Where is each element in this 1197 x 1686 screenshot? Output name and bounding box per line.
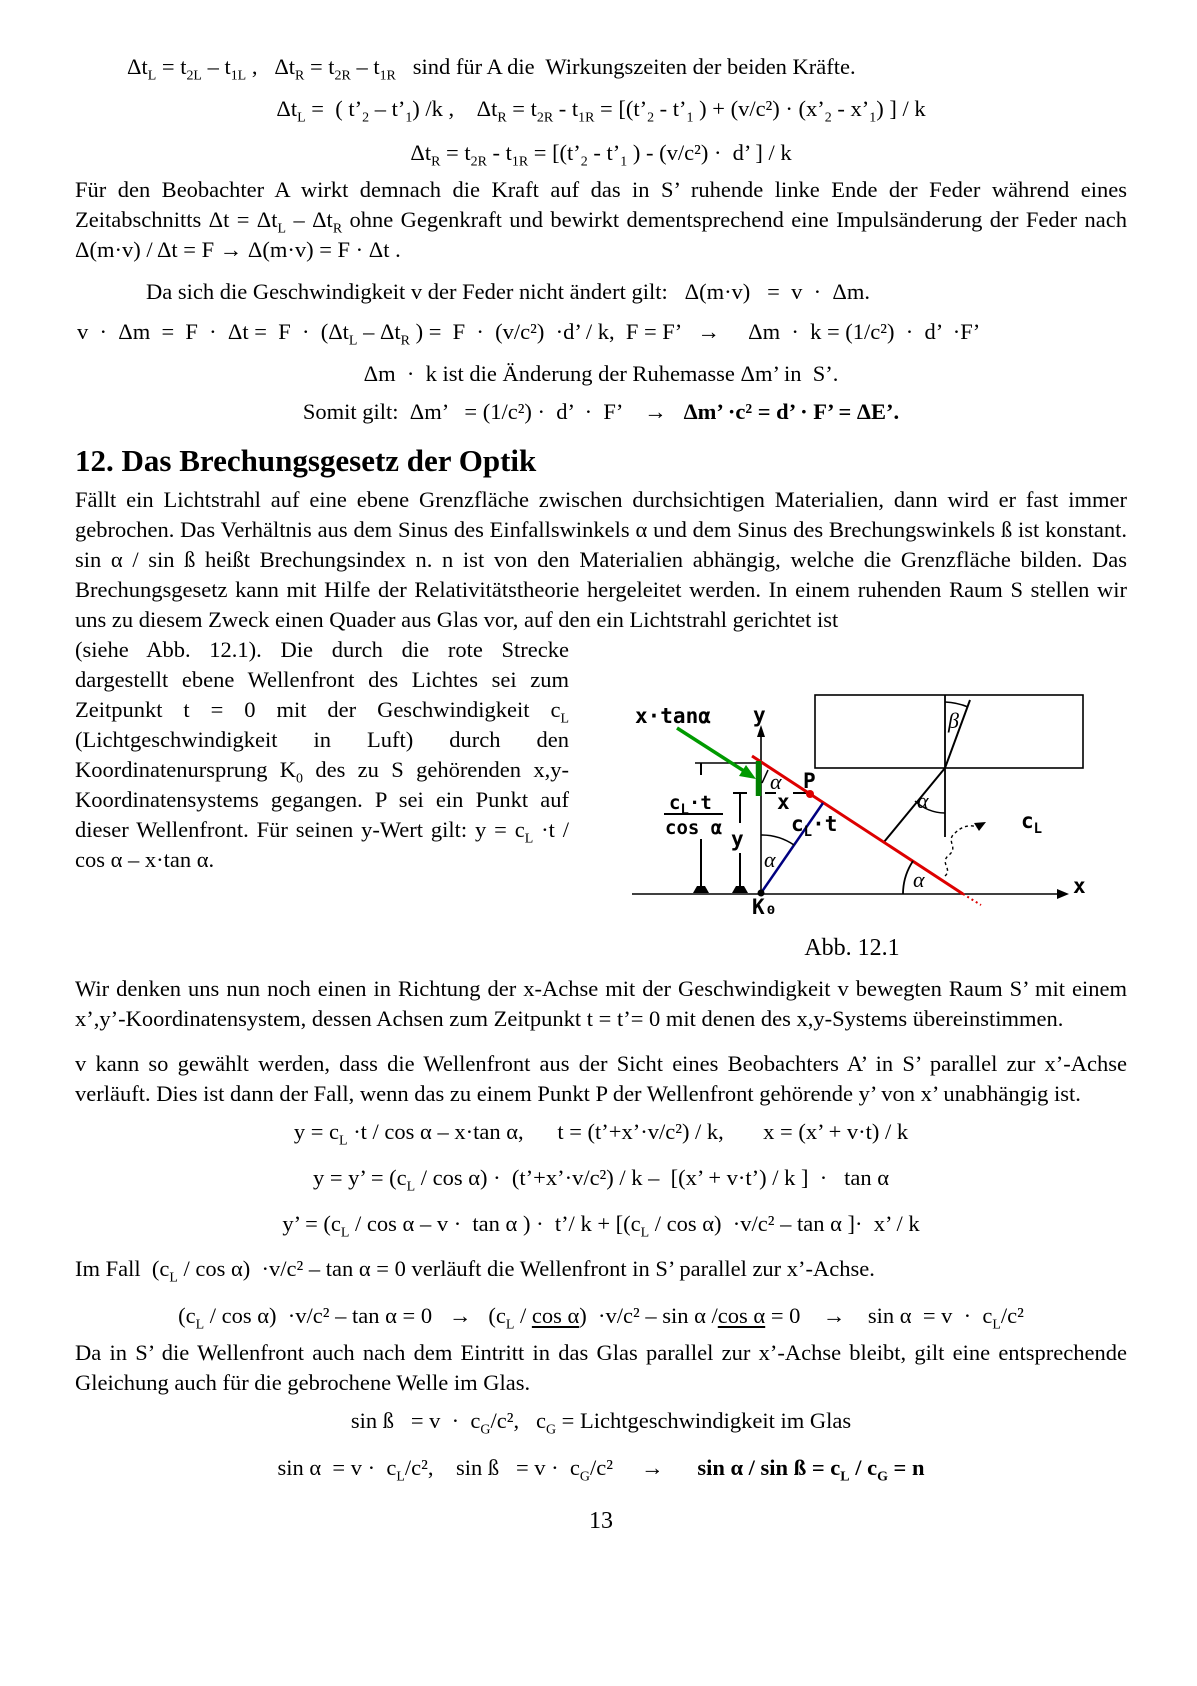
formula-im-fall: Im Fall $(c_L / \cos \alpha) \cdot v/c^2 - \tan \alpha = 0$ verläuft die Wellenfront in S’ parallel zur x’-Achse. <box>75 1256 875 1286</box>
formula-dt-r: $\Delta t_R = t_{2R} - t_{1R}$ = [($t’_2$ - $t’_1$ ) - (v/c²) · d’ ] / k <box>410 140 792 170</box>
incident-ray-line <box>884 768 945 842</box>
cl-squiggle-arrowhead <box>974 822 986 831</box>
alpha-origin-arc <box>761 835 794 845</box>
figure-abb-12-1 <box>577 671 1127 921</box>
wavefront-dotted-extension <box>963 894 981 905</box>
beta-angle-arc <box>945 702 968 707</box>
alpha-top-tick <box>762 770 768 783</box>
paragraph-beobachter: Für den Beobachter A wirkt demnach die Kraft auf das in S’ ruhende linke Ende der Feder während eines Zeitabschnitts $\Delta t = \Delta t_L - \Delta t_R$ ohne Gegenkraft und bewirkt dementsprechend eine Impulsänderung der Feder nach Δ(m·v) / Δt = F → Δ(m·v) = F · Δt . <box>75 177 1127 262</box>
page-number: 13 <box>589 1508 613 1534</box>
formula-y-strich: y’ = ($c_L / \cos \alpha - v \cdot \tan \alpha$ ) · t’/ $k + [(c_L / \cos \alpha) \cdot v/c^2 - \tan \alpha$ ]· x’ / k <box>282 1211 920 1241</box>
clt-label: $c_L\cdot t$ <box>791 812 838 840</box>
fraction-numerator: $c_L\cdot t$ <box>669 792 712 818</box>
alpha-xaxis-arc <box>903 861 913 894</box>
cl-label: $c_L$ <box>1021 809 1043 837</box>
formula-wirkungszeiten: $\Delta t_L = t_{2L} - t_{1L}$ , $\Delta t_R = t_{2R} - t_{1R}$ sind für A die Wirkungszeiten der beiden Kräfte. <box>127 54 856 84</box>
formula-sin-beta-glas: sin ß = $v \cdot c_G/c^2$, $c_G$ = Lichtgeschwindigkeit im Glas <box>350 1408 852 1438</box>
formula-impuls: $v \cdot \Delta m = F \cdot \Delta t = F \cdot (\Delta t_L - \Delta t_R$ ) = F · (v/c²) ·d’ / k, F = F’ → Δm · k = (1/c²) · d’ ·F’ <box>77 319 981 349</box>
formula-y-eq: y = y’ = ($c_L$ / cos α) · (t’+x’·v/c²) / k – [(x’ + v·t’) / k ] · tan α <box>312 1165 890 1195</box>
formula-da-sich: Da sich die Geschwindigkeit v der Feder nicht ändert gilt: Δ(m·v) = v · Δm. <box>146 279 870 304</box>
paragraph-v-wahl: v kann so gewählt werden, dass die Wellenfront aus der Sicht eines Beobachters A’ in S’ parallel zur x’-Achse verläuft. Dies ist dann der Fall, wenn das zu einem Punkt P der Wellenfront gehörende y’ von x’ unabhängig ist. <box>75 1051 1127 1106</box>
alpha-xaxis-label: α <box>913 867 925 892</box>
measure-bar-2-foot <box>732 886 748 893</box>
formula-dt-transform: $\Delta t_L$ = ( $t’_2$ – $t’_1$) /k , $\Delta t_R = t_{2R} - t_{1R}$ = [($t’_2$ - $t’_1$ ) + $(v/c^2) \cdot (x’_2$ - $x’_1$) ] / k <box>276 96 926 126</box>
measure-bar-1-foot <box>693 886 709 893</box>
formula-brechungsgesetz: $\sin \alpha = v \cdot c_L/c^2$, sin ß = $v \cdot c_G/c^2$ → sin α / sin ß = $c_L / c_G = n$ <box>277 1455 925 1485</box>
formula-y-t-x: $y = c_L \cdot t / \cos \alpha - x\cdot\tan$ α, t = (t’+x’·v/c²) / k, x = (x’ + v·t) / k <box>293 1119 909 1149</box>
paragraph-bewegter-raum: Wir denken uns nun noch einen in Richtung der x-Achse mit der Geschwindigkeit v bewegten Raum S’ mit einem x’,y’-Koordinatensystem, dessen Achsen zum Zeitpunkt t = t’= 0 mit denen des x,y-Systems übereinstimmen. <box>75 976 1127 1031</box>
paragraph-glas-eintritt: Da in S’ die Wellenfront auch nach dem Eintritt in das Glas parallel zur x’-Achse bleibt, gilt eine entsprechende Gleichung auch für die gebrochene Welle im Glas. <box>75 1340 1127 1395</box>
x-tan-alpha-arrow <box>677 728 744 771</box>
point-p-label: P <box>803 769 816 793</box>
figure-column <box>577 635 1127 963</box>
x-axis-label: x <box>1073 874 1086 898</box>
formula-ruhemasse: Δm · k ist die Änderung der Ruhemasse Δm’ in S’. <box>363 361 839 386</box>
y-measure-label: y <box>731 827 744 851</box>
x-tan-alpha-arrowhead <box>739 765 756 779</box>
wavefront-line <box>752 756 963 894</box>
origin-label: K₀ <box>752 895 778 919</box>
paragraph-brechung-intro: Fällt ein Lichtstrahl auf eine ebene Grenzfläche zwischen durchsichtigen Materialien, dann wird er fast immer gebrochen. Das Verhältnis aus dem Sinus des Einfallswinkels α und dem Sinus des Brechungswinkels ß ist konstant. sin α / sin ß heißt Brechungsindex n. n ist von den Materialien abhängig, welche die Grenzfläche bilden. Das Brechungsgesetz kann mit Hilfe der Relativitätstheorie hergeleitet werden. In einem ruhenden Raum S stellen wir uns zu diesem Zweck einen Quader aus Glas vor, auf den ein Lichtstrahl gerichtet ist <box>75 487 1127 632</box>
y-axis-label: y <box>753 703 766 727</box>
paragraph-wellenfront: (siehe Abb. 12.1). Die durch die rote Strecke dargestellt ebene Wellenfront des Lichtes sei zum Zeitpunkt t = 0 mit der Geschwindigkeit $c_L$ (Lichtgeschwindigkeit in Luft) durch den Koordinatenursprung $K_0$ des zu S gehörenden x,y-Koordinatensystems gegangen. P sei ein Punkt auf dieser Wellenfront. Für seinen y-Wert gilt: $y = c_L \cdot t / \cos \alpha - x\cdot\tan$ α. <box>75 637 569 872</box>
beta-label: β <box>948 708 959 733</box>
formula-sin-alpha: $(c_L / \cos \alpha) \cdot v/c^2 - \tan \alpha = 0 \to (c_L / \cos \alpha) \cdot v/c^2 - \sin \alpha$ /cos α = 0 → $\sin \alpha = v \cdot c_L/c^2$ <box>178 1303 1024 1333</box>
cl-squiggle-arrow <box>945 826 977 876</box>
x-axis-arrow <box>1057 889 1069 899</box>
x-tan-alpha-label: x·tanα <box>635 704 711 728</box>
alpha-incidence-label: α <box>917 788 929 813</box>
formula-somit: Somit gilt: Δm’ = (1/c²) · d’ · F’ → Δm’ ·c² = d’ · F’ = ΔE’. <box>302 399 900 424</box>
alpha-origin-label: α <box>764 847 776 872</box>
alpha-top-label: α <box>770 769 782 794</box>
x-segment-label: x <box>777 790 790 814</box>
section-heading: 12. Das Brechungsgesetz der Optik <box>75 443 537 478</box>
text-figure-columns <box>75 635 1127 963</box>
figure-caption: Abb. 12.1 <box>804 935 900 961</box>
fraction-denominator: cos α <box>665 817 723 839</box>
